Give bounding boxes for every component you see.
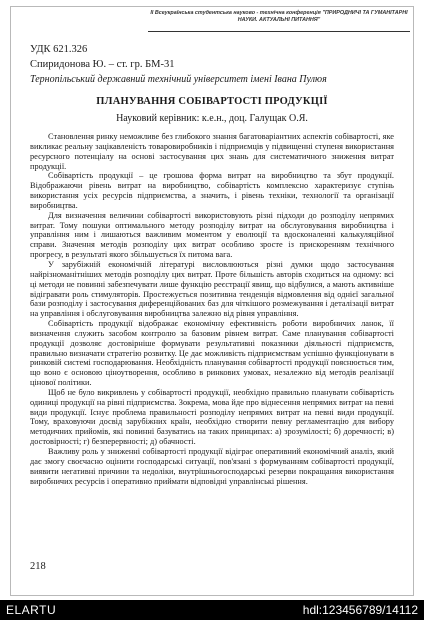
paragraph: Важливу роль у зниженні собівартості продукції відіграє оперативний економічний аналіз, який дає змогу своєчасно оцінити господарські ситуації, пов'язані з формуванням собівартості продукції, виявити негативні причини та недоліки, внутрішньогосподарські резерви покращання використання виробничих ресурсів і оперативно приймати відповідні управлінські рішення.: [30, 447, 394, 486]
article-body: [30, 132, 394, 486]
paragraph: Для визначення величини собівартості використовують різні підходи до розподілу непрямих витрат. Тому пошуки оптимального методу розподілу витрат на обслуговування виробництва і управління ним і лишаються важливим моментом у еволюції та вдосконаленні калькуляційної справи. Значення методів розподілу цих витрат особливо зросте із прискоренням технічного прогресу, в результаті якого збільшується їх питома вага.: [30, 210, 394, 260]
footer-bar: [0, 600, 424, 620]
author-line: Спиридонова Ю. – ст. гр. БМ-31: [30, 59, 175, 70]
article-title: ПЛАНУВАННЯ СОБІВАРТОСТІ ПРОДУКЦІЇ: [96, 96, 328, 107]
paragraph: У зарубіжній економічній літературі висловлюються різні думки щодо застосування найрізноманітніших методів розподілу цих витрат. Проте більшість авторів сходиться на одному: всі ці методи не повинні забезпечувати лише функцію реєстрації явищ, що відбулися, а мають активніше відігравати роль стимуляторів. Простежується позитивна тенденція відмовлення від однієї загальної бази розподілу і застосування диференційованих баз для чіткішого розмежування і деталізації витрат на управління і обслуговування виробництва залежно від рівня управління.: [30, 259, 394, 319]
paragraph: Становлення ринку неможливе без глибокого знання багатоваріантних аспектів собівартості, яке викликає реальну зацікавленість товаровиробників і підприємців у підвищенні ступеня використання ресурсного потенціалу на основі застосування цих знань для систематичного зниження витрат продукції.: [30, 132, 394, 171]
paragraph: Щоб не було викривлень у собівартості продукції, необхідно правильно планувати собівартість одиниці продукції на рівні підприємства. Зокрема, мова йде про віднесення непрямих витрат на певні види продукції. Існує проблема правильності розподілу непрямих витрат на певні види продукції. Тому, враховуючи досвід зарубіжних країн, необхідно створити певну регламентацію для вибору методичних прийомів, які повинні базуватись на таких принципах: а) зрозумілості; б) доречності; в) достовірності; г) безперервності; д) обачності.: [30, 387, 394, 447]
affiliation: Тернопільський державний технічний університет імені Івана Пулюя: [30, 74, 327, 85]
handle-identifier: hdl:123456789/14112: [302, 603, 418, 617]
supervisor-line: Науковий керівник: к.е.н., доц. Галущак О.Я.: [116, 113, 308, 124]
page-number: 218: [30, 561, 46, 572]
udc-code: УДК 621.326: [30, 44, 88, 55]
paragraph: Собівартість продукції – це грошова форма витрат на виробництво та збут продукції. Відображаючи рівень витрат на виробництво, собівартість комплексно характеризує ступінь використання усіх ресурсів підприємства, а значить, і рівень техніки, технології та організації виробництва.: [30, 171, 394, 210]
header-rule: [148, 31, 410, 32]
paragraph: Собівартість продукції відображає економічну ефективність роботи виробничих ланок, її визначення служить засобом контролю за базовим рівнем витрат. Саме планування собівартості продукції дозволяє достовірніше формувати результативні показники діяльності підприємств, правильно визначати стратегію розвитку. Це дає можливість підприємствам успішно функціонувати в ринковій системі господарювання. Необхідність планування собівартості продукції пояснюється тим, що воно є основою ціноутворення, особливо в ринкових умовах, незалежно від методів реалізації цінової політики.: [30, 319, 394, 388]
conference-header: ІІ Всеукраїнська студентська науково - технічна конференція "ПРИРОДНИЧІ ТА ГУМАНІТАРНІ НАУКИ. АКТУАЛЬНІ ПИТАННЯ": [150, 10, 408, 23]
repository-name: ELARTU: [6, 603, 57, 617]
